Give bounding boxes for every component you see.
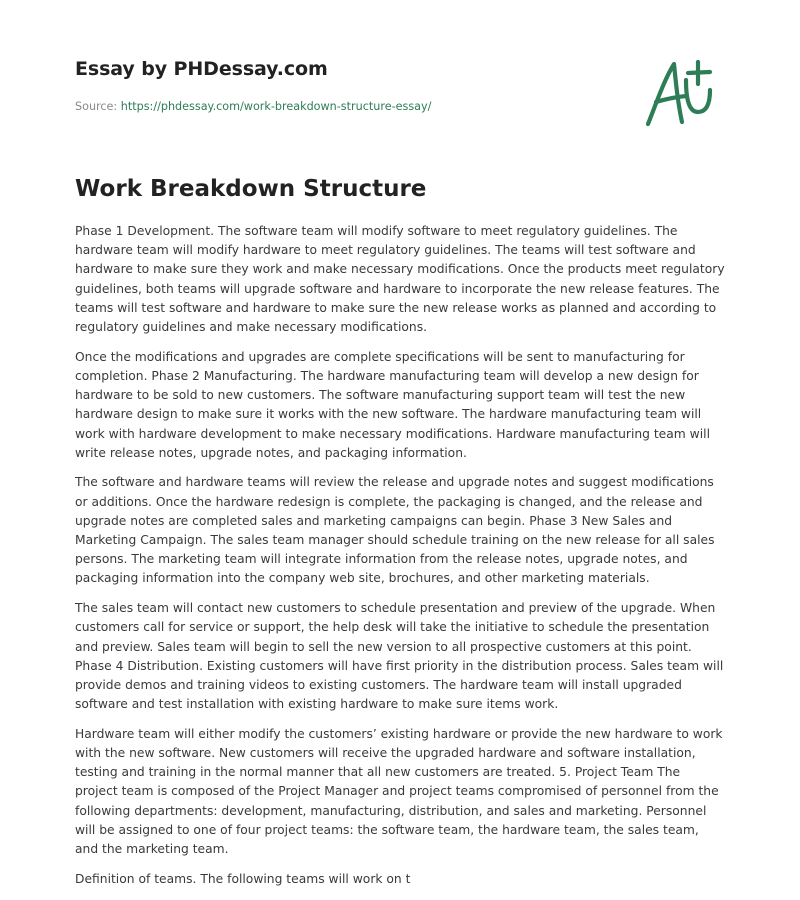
essay-title: Work Breakdown Structure bbox=[75, 176, 427, 202]
source-label: Source: bbox=[75, 100, 118, 113]
paragraph: Once the modifications and upgrades are complete specifications will be sent to manufacturing for completion. Phase 2 Manufacturing. The hardware manufacturing team will develop a new design for hardware to be sold to new customers. The software manufacturing support team will test the new hardware design to make sure it works with the new software. The hardware manufacturing team will work with hardware development to make necessary modifications. Hardware manufacturing team will write release notes, upgrade notes, and packaging information. bbox=[75, 349, 710, 460]
essay-body bbox=[75, 222, 725, 900]
paragraph: Definition of teams. The following teams will work on t bbox=[75, 871, 411, 886]
paragraph: Phase 1 Development. The software team will modify software to meet regulatory guidelines. The hardware team will modify hardware to meet regulatory guidelines. The teams will test software and hardware to make sure they work and make necessary modifications. Once the products meet regulatory guidelines, both teams will upgrade software and hardware to incorporate the new release features. The teams will test software and hardware to make sure the new release works as planned and according to regulatory guidelines and make necessary modifications. bbox=[75, 224, 725, 335]
document-header bbox=[75, 58, 635, 113]
paragraph: The software and hardware teams will review the release and upgrade notes and suggest modifications or additions. Once the hardware redesign is complete, the packaging is changed, and the release and upgrade notes are completed sales and marketing campaigns can begin. Phase 3 New Sales and Marketing Campaign. The sales team manager should schedule training on the new release for all sales persons. The marketing team will integrate information from the release notes, upgrade notes, and packaging information into the company web site, brochures, and other marketing materials. bbox=[75, 475, 715, 586]
source-link[interactable]: https://phdessay.com/work-breakdown-structure-essay/ bbox=[120, 100, 432, 113]
source-line bbox=[75, 100, 635, 113]
paragraph: Hardware team will either modify the customers’ existing hardware or provide the new hardware to work with the new software. New customers will receive the upgraded hardware and software installation, testing and training in the normal manner that all new customers are treated. 5. Project Team The project team is composed of the Project Manager and project teams compromised of personnel from the following departments: development, manufacturing, distribution, and sales and marketing. Personnel will be assigned to one of four project teams: the software team, the hardware team, the sales team, and the marketing team. bbox=[75, 726, 723, 857]
a-plus-grade-icon bbox=[640, 52, 722, 132]
paragraph: The sales team will contact new customers to schedule presentation and preview of the upgrade. When customers call for service or support, the help desk will take the initiative to schedule the presentation and preview. Sales team will begin to sell the new version to all prospective customers at this point. Phase 4 Distribution. Existing customers will have first priority in the distribution process. Sales team will provide demos and training videos to existing customers. The hardware team will install upgraded software and test installation with existing hardware to make sure items work. bbox=[75, 601, 724, 712]
brand-title: Essay by PHDessay.com bbox=[75, 58, 328, 80]
